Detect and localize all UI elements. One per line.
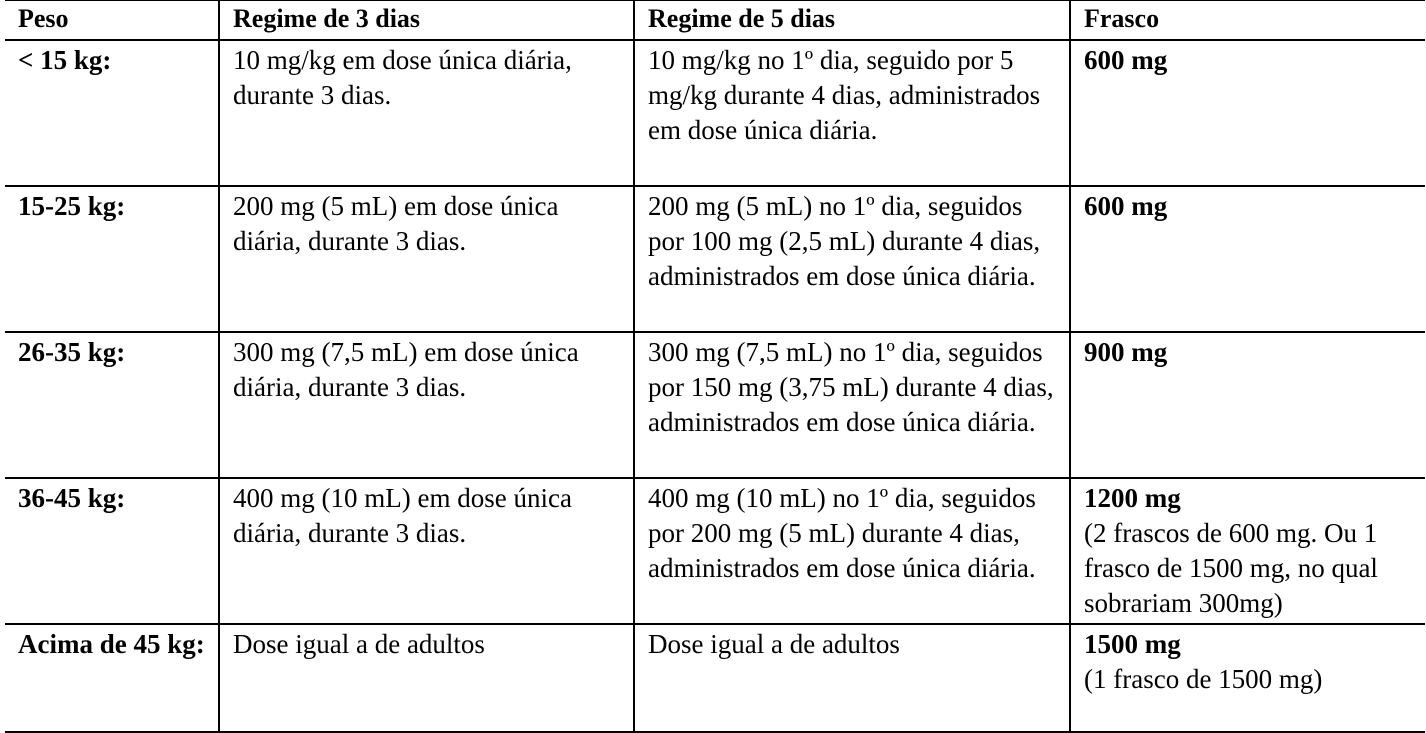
header-regime-3-days: Regime de 3 dias — [219, 1, 634, 41]
vial-cell — [1070, 332, 1425, 478]
regime-3-days-cell: 300 mg (7,5 mL) em dose única diária, durante 3 dias. — [219, 332, 634, 478]
header-regime-5-days: Regime de 5 dias — [634, 1, 1070, 41]
table-row — [5, 40, 1425, 186]
regime-5-days-cell: 300 mg (7,5 mL) no 1º dia, seguidos por 150 mg (3,75 mL) durante 4 dias, administrados em dose única diária. — [634, 332, 1070, 478]
vial-dose: 1200 mg — [1084, 483, 1181, 513]
table-row — [5, 186, 1425, 332]
vial-dose: 900 mg — [1084, 337, 1168, 367]
regime-5-days-cell: 400 mg (10 mL) no 1º dia, seguidos por 200 mg (5 mL) durante 4 dias, administrados em dose única diária. — [634, 478, 1070, 624]
vial-note: (1 frasco de 1500 mg) — [1084, 664, 1323, 694]
regime-3-days-cell: 10 mg/kg em dose única diária, durante 3 dias. — [219, 40, 634, 186]
table-row — [5, 624, 1425, 732]
regime-5-days-cell: 200 mg (5 mL) no 1º dia, seguidos por 100 mg (2,5 mL) durante 4 dias, administrados em dose única diária. — [634, 186, 1070, 332]
weight-cell: Acima de 45 kg: — [5, 624, 219, 732]
weight-cell: 15-25 kg: — [5, 186, 219, 332]
regime-5-days-cell: Dose igual a de adultos — [634, 624, 1070, 732]
vial-cell — [1070, 40, 1425, 186]
weight-cell: < 15 kg: — [5, 40, 219, 186]
regime-3-days-cell: Dose igual a de adultos — [219, 624, 634, 732]
vial-cell — [1070, 186, 1425, 332]
weight-cell: 26-35 kg: — [5, 332, 219, 478]
dosage-table — [5, 0, 1425, 733]
vial-dose: 600 mg — [1084, 45, 1168, 75]
table-header-row — [5, 1, 1425, 41]
regime-5-days-cell: 10 mg/kg no 1º dia, seguido por 5 mg/kg durante 4 dias, administrados em dose única diária. — [634, 40, 1070, 186]
vial-dose: 600 mg — [1084, 191, 1168, 221]
header-weight: Peso — [5, 1, 219, 41]
regime-3-days-cell: 400 mg (10 mL) em dose única diária, durante 3 dias. — [219, 478, 634, 624]
vial-note: (2 frascos de 600 mg. Ou 1 frasco de 1500 mg, no qual sobrariam 300mg) — [1084, 518, 1378, 618]
vial-cell — [1070, 478, 1425, 624]
vial-dose: 1500 mg — [1084, 629, 1181, 659]
vial-cell — [1070, 624, 1425, 732]
table-row — [5, 478, 1425, 624]
weight-cell: 36-45 kg: — [5, 478, 219, 624]
header-vial: Frasco — [1070, 1, 1425, 41]
regime-3-days-cell: 200 mg (5 mL) em dose única diária, durante 3 dias. — [219, 186, 634, 332]
table-row — [5, 332, 1425, 478]
